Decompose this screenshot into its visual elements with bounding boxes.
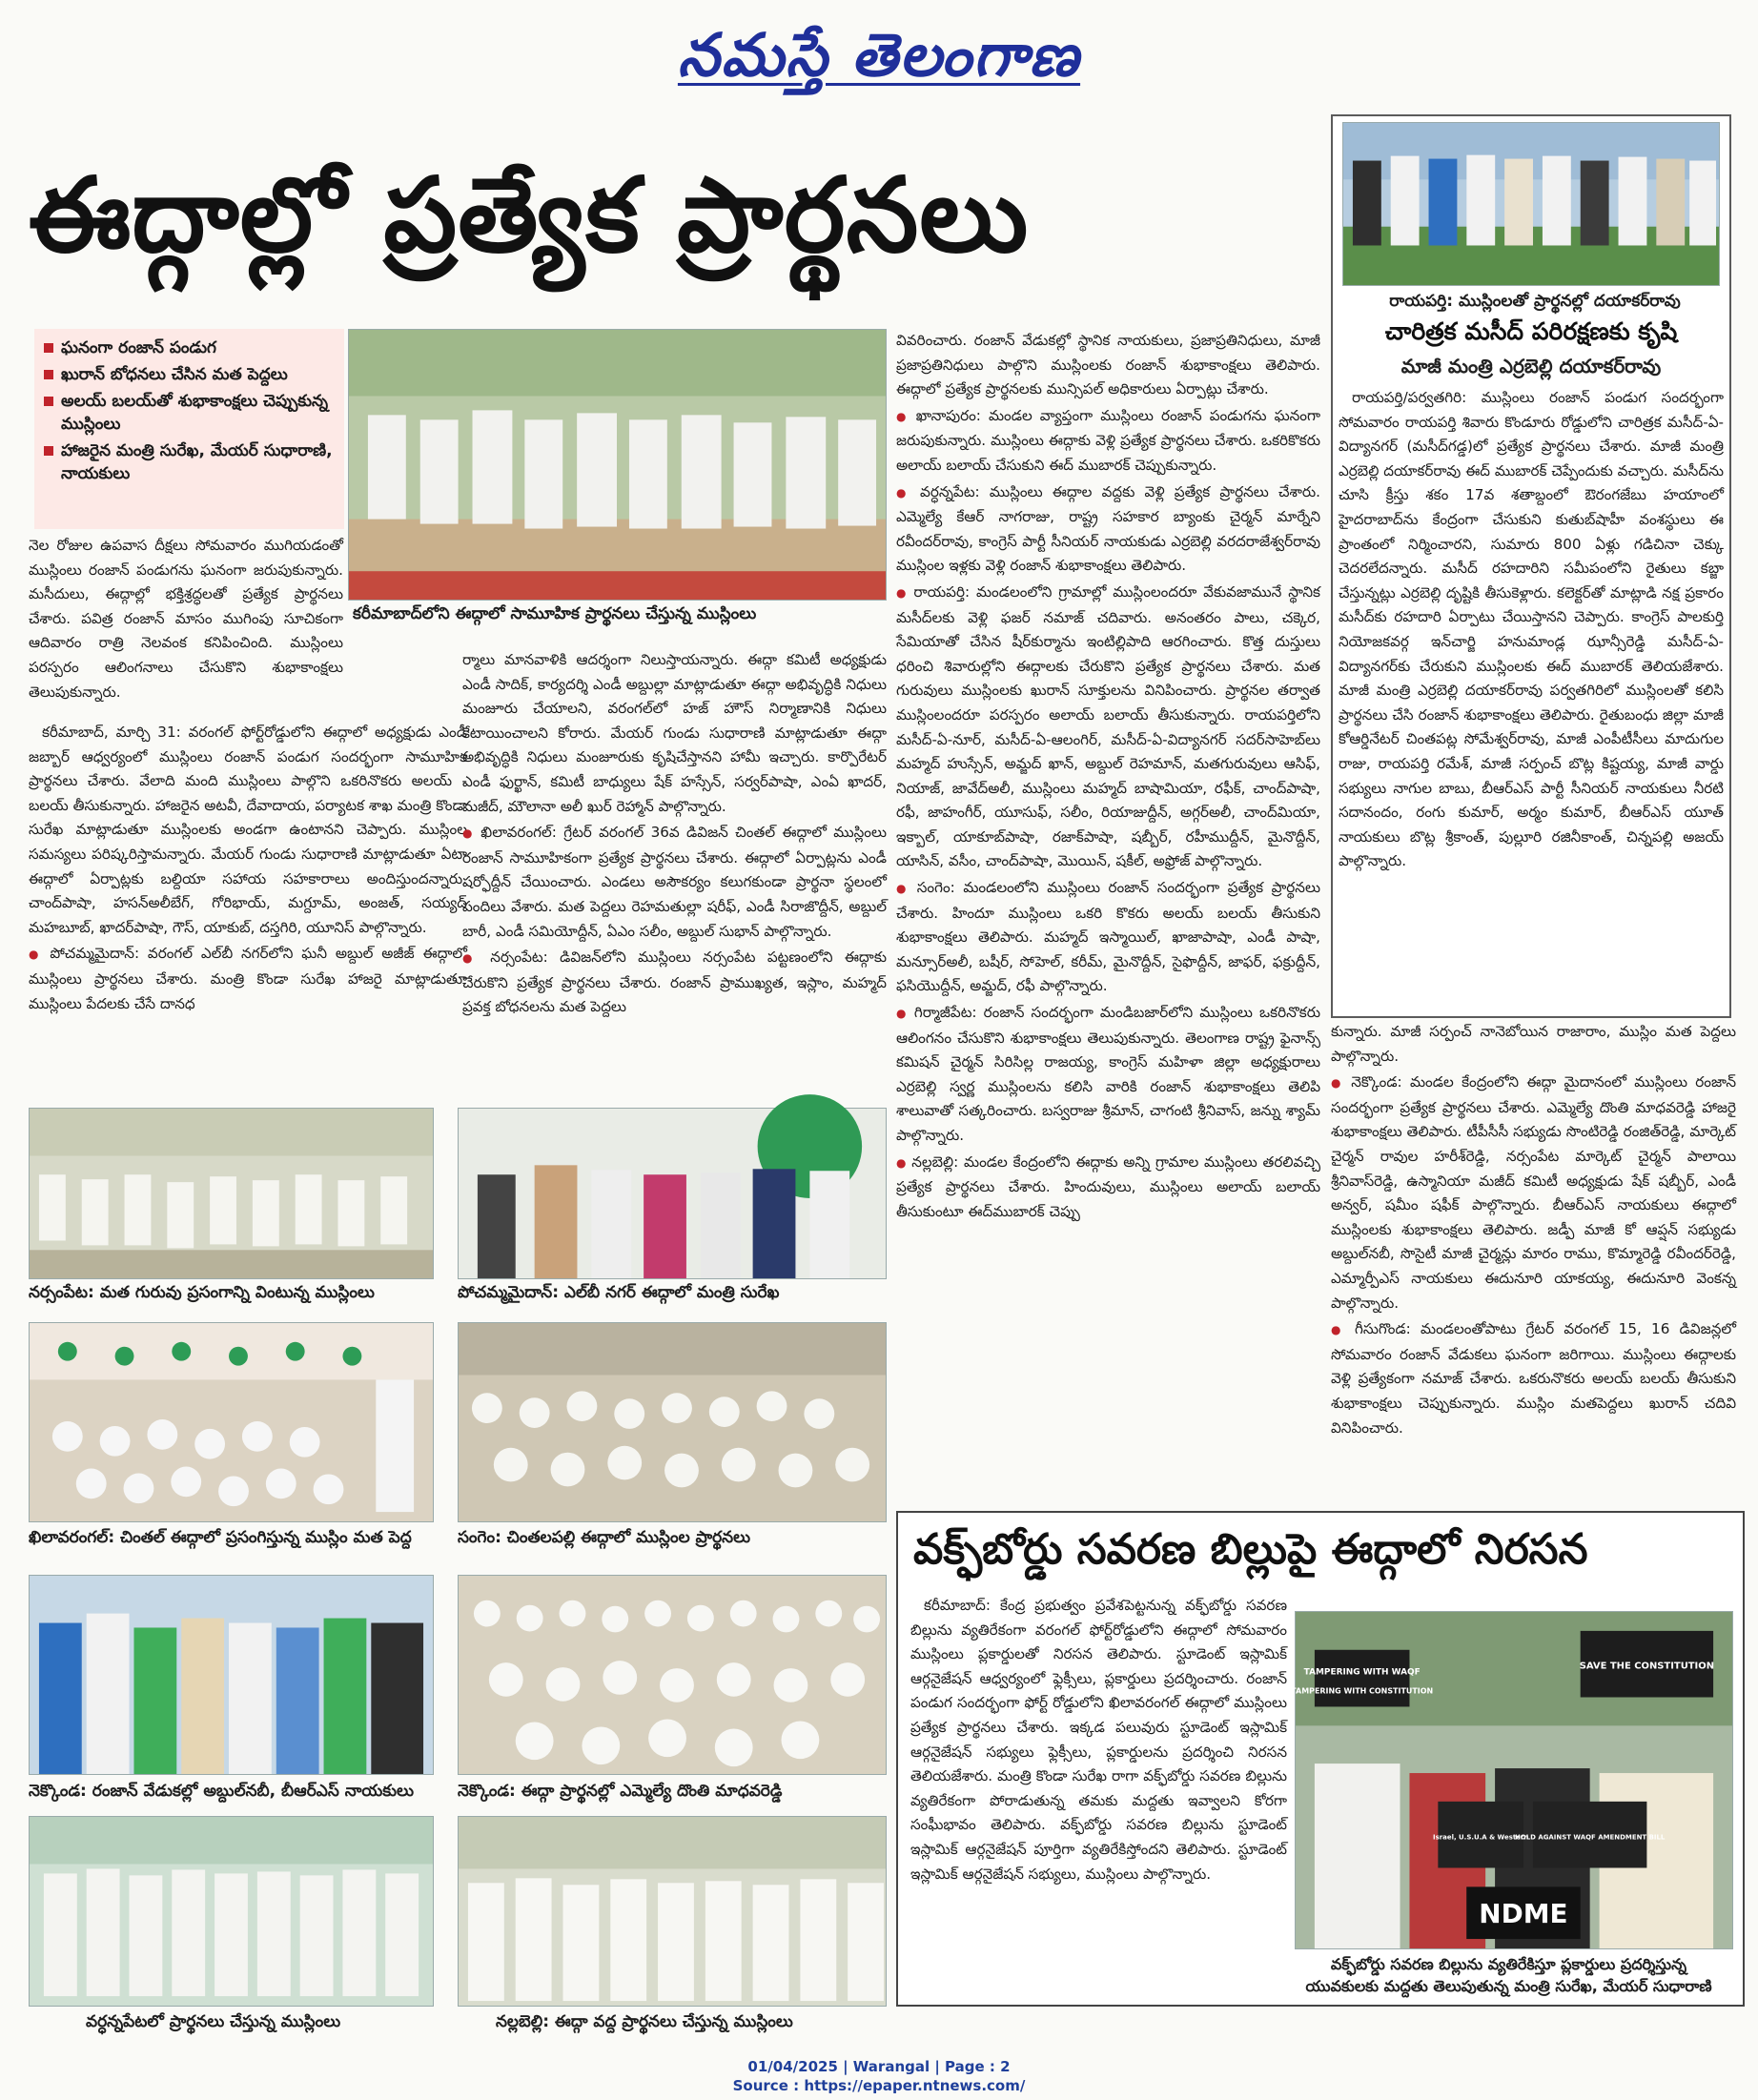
masthead <box>0 0 1758 124</box>
photo-nekkonda-mla <box>458 1575 887 1775</box>
paragraph: ర్మాలు మానవాళికి ఆదర్శంగా నిలుస్తాయన్నారు. ఈద్గా కమిటీ అధ్యక్షుడు ఎండీ సాదిక్, కార్యదర్శి ఎండీ అబ్దుల్లా మాట్లాడుతూ ఈద్గా అభివృద్ధికి నిధులు మంజూరు చేయాలని, వరంగల్‌లో హజ్ హౌస్ నిర్మాణానికి నిధులు కేటాయించాలని కోరారు. మేయర్ గుండు సుధారాణి మాట్లాడుతూ ఈద్గా అభివృద్ధికి నిధులు మంజూరుకు కృషిచేస్తానని హామీ ఇచ్చారు. కార్పొరేటర్ ఎండీ ఫుర్ఖాన్, కమిటీ బాధ్యులు షేక్ హస్సేన్, సర్వర్‌పాషా, ఎంఏ ఖాదర్, మజీద్, మౌలానా అలీ ఖుర్ రెహ్మాన్ పాల్గొన్నారు. <box>462 651 887 815</box>
waqf-headline: వక్ఫ్‌బోర్డు సవరణ బిల్లుపై ఈద్గాలో నిరసన <box>913 1525 1588 1574</box>
paragraph: ● వర్ధన్నపేట: ముస్లింలు ఈద్గాల వద్దకు వెళ్లి ప్రత్యేక ప్రార్థనలు చేశారు. ఎమ్మెల్యే కేఆర్ నాగరాజు, రాష్ట్ర సహకార బ్యాంకు చైర్మన్ మార్నేని రవీందర్‌రావు, కాంగ్రెస్ పార్టీ సీనియర్ నాయకుడు ఎర్రబెల్లి వరదరాజేశ్వర్‌రావు ముస్లింల ఇళ్లకు వెళ్లి రంజాన్ శుభాకాంక్షలు తెలిపారు. <box>896 480 1320 579</box>
photo-caption: నల్లబెల్లి: ఈద్గా వద్ద ప్రార్థనలు చేస్తున్న ముస్లింలు <box>496 2012 793 2031</box>
sidebar-photo <box>1342 122 1720 286</box>
paragraph: కున్నారు. మాజీ సర్పంచ్ నానెబోయిన రాజారాం, ముస్లిం మత పెద్దలు పాల్గొన్నారు. <box>1331 1023 1736 1065</box>
waqf-body <box>910 1594 1287 1999</box>
paragraph: కరీమాబాద్, మార్చి 31: వరంగల్ ఫోర్ట్‌రోడ్డులోని ఈద్గాలో అధ్యక్షుడు ఎండీ జబ్బార్ ఆధ్వర్యంలో ముస్లింలు రంజాన్ పండుగ సందర్భంగా సామూహిక ప్రార్థనలు చేశారు. వేలాది మంది ముస్లింలు పాల్గొని ఒకరినొకరు అలయ్ - బలయ్ తీసుకున్నారు. హాజరైన అటవీ, దేవాదాయ, పర్యాటక శాఖ మంత్రి కొండా సురేఖ మాట్లాడుతూ ముస్లింలకు అండగా ఉంటానని చెప్పారు. ముస్లింల సమస్యలు పరిష్కరిస్తామన్నారు. మేయర్ గుండు సుధారాణి మాట్లాడుతూ ఏటా ఈద్గాలో ఏర్పాట్లకు బల్దియా సహాయ సహకారాలు అందిస్తుందన్నారు. చాంద్‌పాషా, హసన్‌అలీబేగ్, గోరిభాయ్, మగ్దూమ్, అంజత్, సయ్యద్ మహబూబ్, ఖాదర్‌పాషా, గౌస్, యాకుబ్, దస్తగిరి, యూనిస్ పాల్గొన్నారు. <box>29 724 467 936</box>
placard-text: Israel, U.S.U.A & Western <box>1433 1833 1529 1842</box>
paragraph: ● ఖిలావరంగల్: గ్రేటర్ వరంగల్ 36వ డివిజన్ చింతల్ ఈద్గాలో ముస్లింలు రంజాన్ సామూహికంగా ప్రత్యేక ప్రార్థనలు చేశారు. ఈద్గాలో ఏర్పాట్లను ఎండీ షర్ఫోద్దీన్ చేయించారు. ఎండలు అసౌకర్యం కలుగకుండా ప్రార్థనా స్థలంలో పందిలు వేశారు. మత పెద్దలు రెహమతుల్లా షరీఫ్, ఎండీ సిరాజొద్దీన్, అబ్దుల్ బారీ, ఎండీ సమియోద్దీన్, ఏఎం సలీం, అబ్దుల్ సుభాన్ పాల్గొన్నారు. <box>462 821 887 944</box>
photo-pochammamaidan <box>458 1108 887 1279</box>
photo-caption: పోచమ్మమైదాన్: ఎల్‌బీ నగర్ ఈద్గాలో మంత్రి సురేఖ <box>458 1283 780 1302</box>
highlight-item: అలయ్ బలయ్‌తో శుభాకాంక్షలు చెప్పుకున్న ముస్లింలు <box>44 390 335 436</box>
photo-khilawarangal <box>29 1322 434 1522</box>
paragraph: వివరించారు. రంజాన్ వేడుకల్లో స్థానిక నాయకులు, ప్రజాప్రతినిధులు, మాజీ ప్రజాప్రతినిధులు పాల్గొని ముస్లింలకు రంజాన్ శుభాకాంక్షలు తెలిపారు. ఈద్గాలో ప్రత్యేక ప్రార్థనలకు మున్సిపల్ అధికారులు ఏర్పాట్లు చేశారు. <box>896 332 1320 398</box>
paragraph: ● పోచమ్మమైదాన్: వరంగల్ ఎల్‌బీ నగర్‌లోని ఘనీ అబ్దుల్ అజీజ్ ఈద్గాలో ముస్లింలు ప్రార్థనలు చేశారు. మంత్రి కొండా సురేఖ హాజరై మాట్లాడుతూ ముస్లింలు పేదలకు చేసే దానధ <box>29 942 467 1016</box>
photo-sangem <box>458 1322 887 1522</box>
highlight-item: హాజరైన మంత్రి సురేఖ, మేయర్ సుధారాణి, నాయకులు <box>44 439 335 485</box>
sidebar-body <box>1339 386 1724 1010</box>
photo-caption: నెక్కొండ: రంజాన్ వేడుకల్లో అబ్దుల్‌నబీ, బీఆర్‌ఎస్ నాయకులు <box>29 1782 414 1801</box>
paragraph: ● రాయపర్తి: మండలంలోని గ్రామాల్లో ముస్లింలందరూ వేకువజామునే స్థానిక మసీద్‌లకు వెళ్లి ఫజర్ నమాజ్ చదివారు. అనంతరం పాలు, చక్కెర, సేమియాతో చేసిన షీర్‌కుర్మాను ఇంటిల్లిపాది ఆరగించారు. కొత్త దుస్తులు ధరించి శివారుల్లోని ఈద్గాలకు చేరుకొని ప్రత్యేక ప్రార్థనలు చేశారు. మత గురువులు ముస్లింలకు ఖురాన్ సూక్తులను వినిపించారు. ప్రార్థనల తర్వాత ముస్లింలందరూ పరస్పరం అలాయ్ బలాయ్ తీసుకున్నారు. రాయపర్తిలోని మసీద్-ఏ-నూర్, మసీద్-ఏ-ఆలంగిర్, మసీద్-ఏ-విద్యానగర్ సదర్‌సాహెబ్‌లు మహ్మద్ హుస్సేన్, అమ్జద్ ఖాన్, అబ్దుల్ రెహమాన్, మతగురువులు ఆసిఫ్, నియాజ్, జావేద్‌అలీ, ముస్లింలు మహ్మద్ బాషామియా, రఫీక్, చాంద్‌పాషా, రఫీ, జాహంగీర్, యూసుఫ్, సలీం, రియాజుద్దీన్, అగ్గర్‌అలీ, చాంద్‌మియా, ఇక్బాల్, యాకూబ్‌పాషా, రజాక్‌పాషా, షబ్బీర్, రహీముద్దీన్, మైనొద్దీన్, యాసిన్, వసీం, చాంద్‌పాషా, మొయిన్, షకీల్, అఫ్రోజ్ పాల్గొన్నారు. <box>896 581 1320 874</box>
column-3 <box>896 329 1320 1497</box>
headline-text: ఈద్గాల్లో ప్రత్యేక ప్రార్థనలు <box>29 156 1030 275</box>
waqf-photo-caption-2: యువకులకు మద్దతు తెలుపుతున్న మంత్రి సురేఖ, మేయర్ సుధారాణి <box>1305 1977 1712 1995</box>
photo-caption: నర్సంపేట: మత గురువు ప్రసంగాన్ని వింటున్న ముస్లింలు <box>29 1283 375 1302</box>
paragraph: ● సంగెం: మండలంలోని ముస్లింలు రంజాన్ సందర్భంగా ప్రత్యేక ప్రార్థనలు చేశారు. హిందూ ముస్లింలు ఒకరి కొకరు అలయ్ బలయ్ తీసుకుని శుభాకాంక్షలు తెలిపారు. మహ్మద్ ఇస్మాయిల్, ఖాజాపాషా, ఎండీ పాషా, మన్సూర్‌అలీ, బషీర్, సోహెల్, కరీమ్, మైనొద్దీన్, సైఫొద్దీన్, జాఫర్, ఫక్రుద్దీన్, ఫసియొద్దీన్, అమ్జద్, రఫీ పాల్గొన్నారు. <box>896 876 1320 999</box>
photo-caption: వర్ధన్నపేటలో ప్రార్థనలు చేస్తున్న ముస్లింలు <box>86 2012 341 2031</box>
edition-info: 01/04/2025 | Warangal | Page : 2 <box>747 2058 1011 2075</box>
headline <box>29 133 1325 324</box>
paragraph: ● నెక్కొండ: మండల కేంద్రంలోని ఈద్గా మైదానంలో ముస్లింలు రంజాన్ సందర్భంగా ప్రత్యేక ప్రార్థనలు చేశారు. ఎమ్మెల్యే దొంతి మాధవరెడ్డి హాజరై శుభాకాంక్షలు తెలిపారు. టీపీసీసీ సభ్యుడు సొంటిరెడ్డి రంజిత్‌రెడ్డి, మార్కెట్ చైర్మన్ రావుల హరీశ్‌రెడ్డి, నర్సంపేట మార్కెట్ చైర్మన్ పాలాయి శ్రీనివాస్‌రెడ్డి, ఉస్మానియా మజీద్ కమిటీ అధ్యక్షుడు షేక్ షబ్బీర్, ఎండీ అన్వర్, షమీం షఫీక్ పాల్గొన్నారు. బీఆర్‌ఎస్ నాయకులు ఈద్గాలో ముస్లింలకు శుభాకాంక్షలు తెలిపారు. జడ్పీ మాజీ కో ఆప్షన్ సభ్యుడు అబ్దుల్‌నబీ, సొసైటీ మాజీ చైర్మన్లు మారం రాము, కొమ్మారెడ్డి రవీందర్‌రెడ్డి, ఎమ్మార్పీఎస్ నాయకులు ఈదునూరి యాకయ్య, ఈదునూరి వెంకన్న పాల్గొన్నారు. <box>1331 1070 1736 1315</box>
placard-text: SAVE THE CONSTITUTION <box>1579 1661 1715 1672</box>
photo-caption: నెక్కొండ: ఈద్గా ప్రార్థనల్లో ఎమ్మెల్యే దొంతి మాధవరెడ్డి <box>458 1782 783 1801</box>
sidebar-subhead: మాజీ మంత్రి ఎర్రబెల్లి దయాకర్‌రావు <box>1400 355 1662 377</box>
paragraph: రాయపర్తి/పర్వతగిరి: ముస్లింలు రంజాన్ పండుగ సందర్భంగా సోమవారం రాయపర్తి శివారు కొండూరు రోడ్డులోని చారిత్రక మసీద్-ఏ-విద్యానగర్ (మసీద్‌గడ్డ)లో ప్రత్యేక ప్రార్థనలు చేశారు. మాజీ మంత్రి ఎర్రబెల్లి దయాకర్‌రావు ఈద్ ముబారక్ చెప్పేందుకు వచ్చారు. మసీద్‌ను చూసి క్రీస్తు శకం 17వ శతాబ్దంలో ఔరంగజేబు హయాంలో హైదరాబాద్‌ను కేంద్రంగా చేసుకుని కుతుబ్‌షాహీ వంశస్థులు ఈ ప్రాంతంలో నిర్మించారని, సుమారు 800 ఏళ్లు గడిచినా చెక్కు చెదరలేదన్నారు. మసీద్ రహదారిని సమీపంలోని రైతులు కబ్జా చేస్తున్నట్లు ఎర్రబెల్లి దృష్టికి తీసుకెళ్లారు. కలెక్టర్‌తో మాట్లాడి నక్ష ప్రకారం మసీద్‌కు రహదారి ఏర్పాటు చేయిస్తానని చెప్పారు. కాంగ్రెస్ పాలకుర్తి నియోజకవర్గ ఇన్‌చార్జి హనుమాండ్ల ఝాన్సీరెడ్డి మసీద్-ఏ-విద్యానగర్‌కు చేరుకుని ముస్లింలకు ఈద్ ముబారక్ తెలియజేశారు. మాజీ మంత్రి ఎర్రబెల్లి దయాకర్‌రావు పర్వతగిరిలో ముస్లింలతో కలిసి ప్రార్థనలు చేసి రంజాన్ శుభాకాంక్షలు తెలిపారు. రైతుబంధు జిల్లా మాజీ కోఆర్డినేటర్ చింతపట్ల సోమేశ్వర్‌రావు, మాజీ ఎంపీటీసీలు మాదుగుల రాజు, రాయపర్తి రమేశ్, మాజీ సర్పంచ్ బొట్ల కిష్టయ్య, మాజీ వార్డు సభ్యులు నాగుల బాబు, బీఆర్‌ఎస్ పార్టీ సీనియర్ నాయకులు నీరటి సదానందం, రంగు కుమార్, అర్మం కుమార్, బీఆర్‌ఎస్ యూత్ నాయకులు బొట్ల శ్రీకాంత్, పుల్లూరి రజినీకాంత్, చిన్నపల్లి అజయ్ పాల్గొన్నారు. <box>1339 389 1724 870</box>
intro-paragraph: నెల రోజుల ఉపవాస దీక్షలు సోమవారం ముగియడంతో ముస్లింలు రంజాన్ పండుగను ఘనంగా జరుపుకున్నారు. మసీదులు, ఈద్గాల్లో భక్తిశ్రద్ధలతో ప్రత్యేక ప్రార్థనలు చేశారు. పవిత్ర రంజాన్ మాసం ముగింపు సూచికంగా ఆదివారం రాత్రి నెలవంక కనిపించింది. ముస్లింలు పరస్పరం ఆలింగనాలు చేసుకొని శుభాకాంక్షలు తెలుపుకున్నారు. <box>29 537 343 701</box>
newspaper-logo: నమస్తే తెలంగాణ <box>677 20 1081 90</box>
placard <box>1515 1802 1666 1868</box>
sidebar-headline: చారిత్రక మసీద్ పరిరక్షణకు కృషి <box>1384 317 1678 345</box>
photo-wardhannapet <box>29 1816 434 2007</box>
main-photo-prayers <box>348 329 887 601</box>
column-4 <box>1331 1020 1736 1497</box>
photo-narsampet <box>29 1108 434 1279</box>
placard <box>1466 1886 1580 1939</box>
main-photo-caption: కరీమాబాద్‌లోని ఈద్గాలో సామూహిక ప్రార్థనలు చేస్తున్న ముస్లింలు <box>353 604 757 623</box>
placard-text: TAMPERING WITH WAQF <box>1303 1667 1421 1678</box>
paragraph: ● ఖానాపురం: మండల వ్యాప్తంగా ముస్లింలు రంజాన్ పండుగను ఘనంగా జరుపుకున్నారు. ముస్లింలు ఈద్గాకు వెళ్లి ప్రత్యేక ప్రార్థనలు చేశారు. ఒకరికొకరు అలాయ్ బలాయ్ చేసుకుని ఈద్ ముబారక్ చెప్పుకున్నారు. <box>896 404 1320 479</box>
paragraph: ● నల్లబెల్లి: మండల కేంద్రంలోని ఈద్గాకు అన్ని గ్రామాల ముస్లింలు తరలివచ్చి ప్రత్యేక ప్రార్థనలు చేశారు. హిందువులు, ముస్లింలు అలాయ్ బలాయ్ తీసుకుంటూ ఈద్‌ముబారక్ చెప్పు <box>896 1151 1320 1225</box>
photo-caption: సంగెం: చింతలపల్లి ఈద్గాలో ముస్లింల ప్రార్థనలు <box>458 1528 751 1547</box>
waqf-protest-photo <box>1291 1611 1733 1949</box>
waqf-photo-caption-1: వక్ఫ్‌బోర్డు సవరణ బిల్లును వ్యతిరేకిస్తూ ప్లకార్డులు ప్రదర్శిస్తున్న <box>1330 1955 1687 1973</box>
paragraph: ● నర్సంపేట: డివిజన్‌లోని ముస్లింలు నర్సంపేట పట్టణంలోని ఈద్గాకు చేరుకొని ప్రత్యేక ప్రార్థనలు చేశారు. రంజాన్ ప్రాముఖ్యత, ఇస్లాం, మహ్మద్ ప్రవక్త బోధనలను మత పెద్దలు <box>462 946 887 1020</box>
highlight-item: ఘనంగా రంజాన్ పండుగ <box>44 336 335 359</box>
highlight-item: ఖురాన్ బోధనలు చేసిన మత పెద్దలు <box>44 363 335 386</box>
column-2 <box>462 629 887 1087</box>
column-1 <box>29 629 467 1115</box>
highlights-box <box>34 329 344 529</box>
paragraph: ● గిర్మాజీపేట: రంజాన్ సందర్భంగా మండిబజార్‌లోని ముస్లింలు ఒకరినొకరు ఆలింగనం చేసుకొని శుభాకాంక్షలు తెలుపుకున్నారు. తెలంగాణ రాష్ట్ర ఫైనాన్స్ కమిషన్ చైర్మన్ సిరిసిల్ల రాజయ్య, కాంగ్రెస్ మహిళా జిల్లా అధ్యక్షురాలు ఎర్రబెల్లి స్వర్ణ ముస్లింలను కలిసి వారికి రంజాన్ శుభాకాంక్షలు తెలిపి శాలువాతో సత్కరించారు. బస్వరాజు శ్రీమాన్, చాగంటి శ్రీనివాస్, జన్ను శ్యామ్ పాల్గొన్నారు. <box>896 1001 1320 1149</box>
placard-text: NDME <box>1479 1898 1568 1930</box>
source-link[interactable]: Source : https://epaper.ntnews.com/ <box>732 2077 1026 2094</box>
sidebar-photo-caption: రాయపర్తి: ముస్లింలతో ప్రార్థనల్లో దయాకర్‌రావు <box>1389 292 1681 311</box>
placard <box>1580 1631 1714 1698</box>
photo-nallabelli <box>458 1816 887 2007</box>
photo-nekkonda-brs <box>29 1575 434 1775</box>
paragraph: కరీమాబాద్: కేంద్ర ప్రభుత్వం ప్రవేశపెట్టనున్న వక్ఫ్‌బోర్డు సవరణ బిల్లును వ్యతిరేకంగా వరంగల్ ఫోర్ట్‌రోడ్డులోని ఈద్గాలో సోమవారం ముస్లింలు ప్లకార్డులతో నిరసన తెలిపారు. స్టూడెంట్ ఇస్లామిక్ ఆర్గనైజేషన్ ఆధ్వర్యంలో ఫ్లెక్సీలు, ప్లకార్డులు ప్రదర్శించారు. రంజాన్ పండుగ సందర్భంగా ఫోర్ట్ రోడ్డులోని ఖిలావరంగల్ ఈద్గాలో ముస్లింలు ప్రత్యేక ప్రార్థనలు చేశారు. ఇక్కడ పలువురు స్టూడెంట్ ఇస్లామిక్ ఆర్గనైజేషన్ సభ్యులు ఫ్లెక్సీలు, ప్లకార్డులను ప్రదర్శించి నిరసన తెలియజేశారు. మంత్రి కొండా సురేఖ రాగా వక్ఫ్‌బోర్డు సవరణ బిల్లును వ్యతిరేకంగా పోరాడుతున్న తమకు మద్దతు ఇవ్వాలని కోరగా సంఘీభావం తెలిపారు. వక్ఫ్‌బోర్డు సవరణ బిల్లును స్టూడెంట్ ఇస్లామిక్ ఆర్గనైజేషన్ పూర్తిగా వ్యతిరేకిస్తోందని తెలిపారు. స్టూడెంట్ ఇస్లామిక్ ఆర్గనైజేషన్ సభ్యులు, ముస్లింలు పాల్గొన్నారు. <box>910 1597 1287 1883</box>
paragraph: ● గీసుగొండ: మండలంతోపాటు గ్రేటర్ వరంగల్ 15, 16 డివిజన్లలో సోమవారం రంజాన్ వేడుకలు ఘనంగా జరిగాయి. ముస్లింలు ఈద్గాలకు వెళ్లి ప్రత్యేకంగా నమాజ్ చేశారు. ఒకరునొకరు అలయ్ బలయ్ తీసుకుని శుభాకాంక్షలు చెప్పుకున్నారు. ముస్లిం మతపెద్దలు ఖురాన్ చదివి వినిపించారు. <box>1331 1317 1736 1440</box>
photo-caption: ఖిలావరంగల్: చింతల్ ఈద్గాలో ప్రసంగిస్తున్న ముస్లిం మత పెద్ద <box>29 1528 412 1547</box>
placard-text: HOLD AGAINST WAQF AMENDMENT BILL <box>1514 1833 1666 1842</box>
footer <box>0 2057 1758 2095</box>
placard-text: TAMPERING WITH CONSTITUTION <box>1291 1686 1434 1696</box>
